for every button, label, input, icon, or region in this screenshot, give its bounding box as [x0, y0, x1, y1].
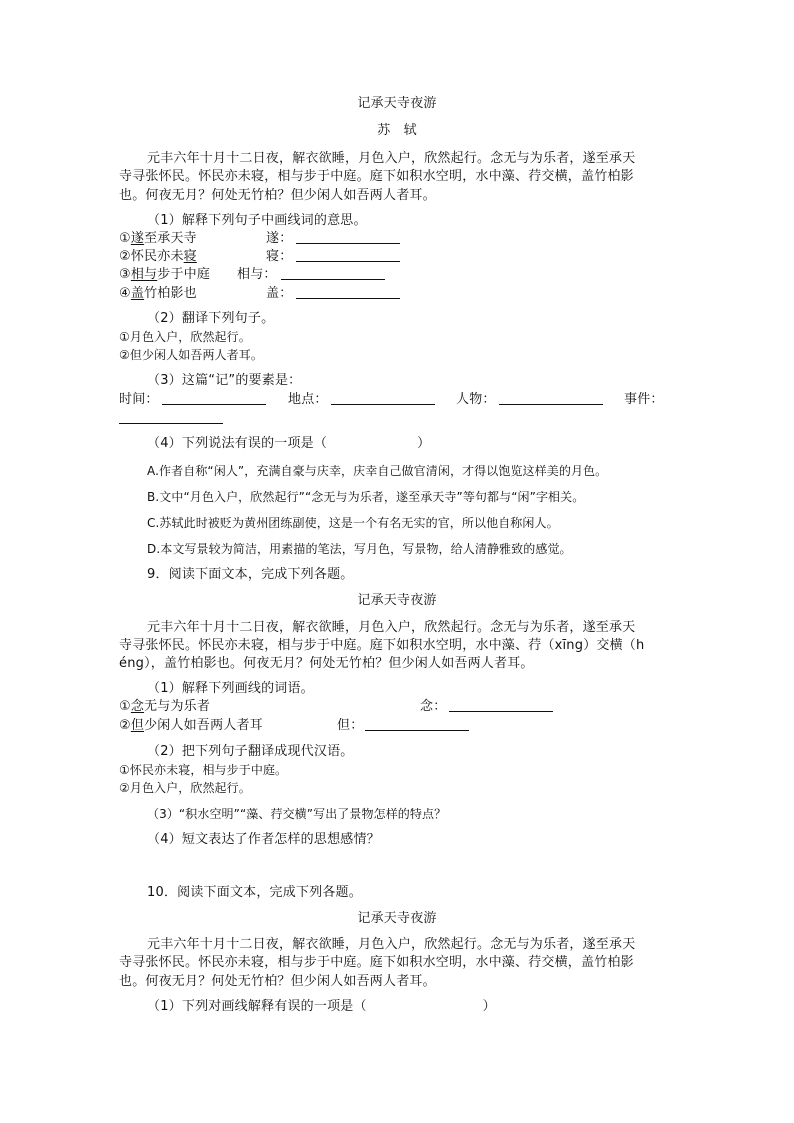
question-4: （4）下列说法有误的一项是（ ） — [147, 436, 431, 451]
question-3: （3）这篇“记”的要素是： — [147, 373, 302, 388]
option-c: C.苏轼此时被贬为黄州团练副使，这是一个有名无实的官，所以他自称闲人。 — [147, 516, 559, 530]
word-item: ①遂至承天寺 — [119, 231, 197, 246]
word-item: ②但少闲人如吾两人者耳 — [119, 718, 263, 733]
translate-item: ②但少闲人如吾两人者耳。 — [119, 348, 263, 362]
answer-blank[interactable] — [449, 698, 553, 718]
question-2: （2）把下列句子翻译成现代汉语。 — [147, 744, 354, 759]
passage-title: 记承天寺夜游 — [357, 593, 437, 608]
field-event-label: 事件： — [624, 392, 664, 407]
answer-blank[interactable] — [296, 230, 400, 250]
answer-label: 念： — [420, 699, 447, 714]
passage-title: 记承天寺夜游 — [357, 96, 437, 111]
field-event-blank[interactable] — [119, 410, 223, 430]
question-3: （3）“积水空明”“藻、荇交横”写出了景物怎样的特点？ — [147, 807, 447, 821]
question-1: （1）解释下列句子中画线词的意思。 — [147, 213, 367, 228]
field-time-label: 时间： — [119, 392, 159, 407]
answer-label: 寝： — [266, 249, 293, 264]
passage-line: 元丰六年十月十二日夜，解衣欲睡，月色入户，欣然起行。念无与为乐者，遂至承天 — [147, 620, 636, 635]
answer-label: 相与： — [237, 267, 277, 282]
field-place-blank[interactable] — [331, 391, 435, 411]
word-item: ②怀民亦未寝 — [119, 249, 197, 264]
option-d: D.本文写景较为简洁，用素描的笔法，写月色，写景物，给人清静雅致的感觉。 — [147, 542, 572, 556]
word-item: ③相与步于中庭 — [119, 267, 211, 282]
word-item: ①念无与为乐者 — [119, 699, 211, 714]
question-2: （2）翻译下列句子。 — [147, 311, 275, 326]
question-1: （1）解释下列画线的词语。 — [147, 681, 314, 696]
word-item: ④盖竹柏影也 — [119, 286, 197, 301]
passage-line: 寺寻张怀民。怀民亦未寝，相与步于中庭。庭下如积水空明，水中藻、荇（xīng）交横（h — [119, 638, 645, 653]
answer-blank[interactable] — [281, 266, 385, 286]
field-place-label: 地点： — [288, 392, 328, 407]
answer-blank[interactable] — [365, 717, 469, 737]
passage-line: 寺寻张怀民。怀民亦未寝，相与步于中庭。庭下如积水空明，水中藻、荇交横，盖竹柏影 — [119, 169, 634, 184]
passage-line: 元丰六年十月十二日夜，解衣欲睡，月色入户，欣然起行。念无与为乐者，遂至承天 — [147, 151, 636, 166]
option-a: A.作者自称“闲人”，充满自豪与庆幸，庆幸自己做官清闲，才得以饱览这样美的月色。 — [147, 464, 608, 478]
answer-label: 盖： — [266, 286, 293, 301]
author-name: 苏 轼 — [377, 123, 417, 138]
passage-line: 元丰六年十月十二日夜，解衣欲睡，月色入户，欣然起行。念无与为乐者，遂至承天 — [147, 937, 636, 952]
translate-item: ②月色入户，欣然起行。 — [119, 781, 251, 795]
field-time-blank[interactable] — [162, 391, 266, 411]
passage-line: 也。何夜无月？何处无竹柏？但少闲人如吾两人者耳。 — [119, 974, 436, 989]
section-10-heading: 10．阅读下面文本，完成下列各题。 — [147, 885, 362, 900]
question-1: （1）下列对画线解释有误的一项是（ ） — [147, 999, 496, 1014]
field-person-label: 人物： — [456, 392, 496, 407]
passage-line: 也。何夜无月？何处无竹柏？但少闲人如吾两人者耳。 — [119, 188, 436, 203]
option-b: B.文中“月色入户，欣然起行”“念无与为乐者，遂至承天寺”等句都与“闲”字相关。 — [147, 490, 585, 504]
field-person-blank[interactable] — [499, 391, 603, 411]
answer-blank[interactable] — [296, 248, 400, 268]
section-9-heading: 9．阅读下面文本，完成下列各题。 — [147, 567, 354, 582]
passage-line: éng），盖竹柏影也。何夜无月？何处无竹柏？但少闲人如吾两人者耳。 — [119, 656, 534, 671]
passage-title: 记承天寺夜游 — [357, 911, 437, 926]
translate-item: ①月色入户，欣然起行。 — [119, 330, 251, 344]
passage-line: 寺寻张怀民。怀民亦未寝，相与步于中庭。庭下如积水空明，水中藻、荇交横，盖竹柏影 — [119, 955, 634, 970]
translate-item: ①怀民亦未寝，相与步于中庭。 — [119, 763, 288, 777]
answer-label: 但： — [337, 718, 364, 733]
question-4: （4）短文表达了作者怎样的思想感情？ — [147, 832, 380, 847]
answer-blank[interactable] — [296, 285, 400, 305]
answer-label: 遂： — [266, 231, 293, 246]
